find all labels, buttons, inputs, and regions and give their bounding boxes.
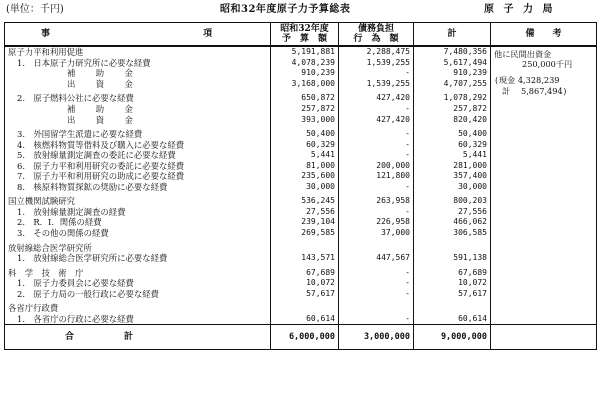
row-debt: -	[339, 139, 414, 150]
row-debt: 121,800	[339, 171, 414, 182]
header-item	[5, 23, 271, 47]
row-budget: 30,000	[271, 182, 339, 193]
row-budget: 67,689	[271, 267, 339, 278]
brace-open: (	[494, 76, 499, 85]
remarks-cash-label: 現金	[498, 75, 516, 85]
budget-table	[4, 22, 597, 350]
row-total	[414, 303, 491, 314]
row-total: 281,000	[414, 160, 491, 171]
row-debt: 427,420	[339, 93, 414, 104]
row-debt: -	[339, 207, 414, 218]
row-label: 1. 各省庁の行政に必要な経費	[5, 314, 271, 325]
header-debt-line1: 債務負担	[357, 24, 394, 34]
page-title: 昭和32年度原子力予算総表	[220, 4, 351, 15]
total-sum: 9,000,000	[414, 325, 491, 350]
header-budget-line1: 昭和32年度	[280, 24, 329, 34]
row-debt: -	[339, 182, 414, 193]
row-label: 国立機関試験研究	[5, 196, 271, 207]
row-debt: -	[339, 267, 414, 278]
row-label: 1. 原子力委員会に必要な経費	[5, 278, 271, 289]
row-total: 30,000	[414, 182, 491, 193]
row-debt	[339, 303, 414, 314]
row-total: 57,617	[414, 288, 491, 299]
row-total: 50,400	[414, 129, 491, 140]
row-debt: 263,958	[339, 196, 414, 207]
row-debt: -	[339, 314, 414, 325]
total-debt: 3,000,000	[339, 325, 414, 350]
row-label: 6. 原子力平和利用研究の委託に必要な経費	[5, 160, 271, 171]
remarks-sum-value: 5,867,494	[521, 86, 563, 96]
row-total: 5,441	[414, 150, 491, 161]
header-item-a: 事	[41, 29, 51, 39]
row-total: 5,617,494	[414, 58, 491, 69]
row-debt: 427,420	[339, 114, 414, 125]
remarks-sum	[494, 86, 593, 97]
row-budget: 60,329	[271, 139, 339, 150]
row-debt: 226,958	[339, 217, 414, 228]
row-budget: 650,872	[271, 93, 339, 104]
row-total	[414, 242, 491, 253]
table-row	[5, 46, 597, 58]
header-total: 計	[414, 23, 491, 47]
total-row	[5, 325, 597, 350]
row-debt: -	[339, 68, 414, 79]
row-debt	[339, 242, 414, 253]
row-budget: 50,400	[271, 129, 339, 140]
header-budget-line2: 予 算 額	[281, 34, 327, 44]
row-budget: 4,078,239	[271, 58, 339, 69]
row-label: 補 助 金	[5, 68, 271, 79]
row-budget: 3,168,000	[271, 79, 339, 90]
row-total: 820,420	[414, 114, 491, 125]
remarks-cash	[494, 75, 593, 86]
row-label: 5. 放射線量測定調査の委託に必要な経費	[5, 150, 271, 161]
row-label: 4. 核燃料物質等借料及び購入に必要な経費	[5, 139, 271, 150]
row-budget: 910,239	[271, 68, 339, 79]
row-budget	[271, 242, 339, 253]
remarks-sum-label: 計	[502, 86, 511, 96]
row-debt: -	[339, 278, 414, 289]
row-total: 257,872	[414, 104, 491, 115]
row-budget: 5,191,881	[271, 46, 339, 58]
row-total: 7,480,356	[414, 46, 491, 58]
row-budget: 57,617	[271, 288, 339, 299]
row-budget: 5,441	[271, 150, 339, 161]
row-debt: -	[339, 288, 414, 299]
row-label: 3. 外国留学生派遣に必要な経費	[5, 129, 271, 140]
header-budget	[271, 23, 339, 47]
row-budget: 257,872	[271, 104, 339, 115]
total-remarks-cell	[491, 325, 597, 350]
row-total: 60,614	[414, 314, 491, 325]
row-budget: 10,072	[271, 278, 339, 289]
row-debt: -	[339, 150, 414, 161]
row-label: 出 資 金	[5, 114, 271, 125]
row-budget: 27,556	[271, 207, 339, 218]
row-total: 10,072	[414, 278, 491, 289]
row-debt: 447,567	[339, 253, 414, 264]
row-label: 原子力平和利用促進	[5, 46, 271, 58]
row-debt: 200,000	[339, 160, 414, 171]
remarks-line2: 250,000千円	[522, 59, 573, 69]
row-label: 2. R．I．関係の経費	[5, 217, 271, 228]
row-total: 466,062	[414, 217, 491, 228]
row-label: 補 助 金	[5, 104, 271, 115]
row-debt: 2,288,475	[339, 46, 414, 58]
row-total: 357,400	[414, 171, 491, 182]
row-label: 2. 原子燃料公社に必要な経費	[5, 93, 271, 104]
row-total: 306,585	[414, 228, 491, 239]
row-label: 科 学 技 術 庁	[5, 267, 271, 278]
row-total: 67,689	[414, 267, 491, 278]
row-label: 放射線総合医学研究所	[5, 242, 271, 253]
row-total: 591,138	[414, 253, 491, 264]
row-budget: 81,000	[271, 160, 339, 171]
row-budget: 269,585	[271, 228, 339, 239]
row-debt: 1,539,255	[339, 58, 414, 69]
row-label: 7. 原子力平和利用研究の助成に必要な経費	[5, 171, 271, 182]
row-budget: 143,571	[271, 253, 339, 264]
row-label: 8. 核原料物質探鉱の奨励に必要な経費	[5, 182, 271, 193]
row-label: 3. その他の関係の経費	[5, 228, 271, 239]
row-total: 1,078,292	[414, 93, 491, 104]
row-label: 1. 放射線量測定調査の経費	[5, 207, 271, 218]
remarks-cell	[491, 46, 597, 325]
row-label: 出 資 金	[5, 79, 271, 90]
total-label: 合計	[5, 325, 271, 350]
row-debt: 1,539,255	[339, 79, 414, 90]
row-budget: 536,245	[271, 196, 339, 207]
row-total: 800,203	[414, 196, 491, 207]
unit-label: (単位：千円)	[6, 4, 64, 15]
row-label: 1. 日本原子力研究所に必要な経費	[5, 58, 271, 69]
row-total: 4,707,255	[414, 79, 491, 90]
row-debt: -	[339, 129, 414, 140]
remarks-cash-value: 4,328,239	[517, 75, 560, 85]
row-label: 2. 原子力局の一般行政に必要な経費	[5, 288, 271, 299]
brace-close: )	[562, 87, 568, 96]
row-total: 60,329	[414, 139, 491, 150]
row-budget: 235,600	[271, 171, 339, 182]
row-budget	[271, 303, 339, 314]
row-debt: 37,000	[339, 228, 414, 239]
row-total: 27,556	[414, 207, 491, 218]
header-debt-line2: 行 為 額	[353, 34, 399, 44]
row-label: 1. 放射線総合医学研究所に必要な経費	[5, 253, 271, 264]
row-budget: 393,000	[271, 114, 339, 125]
remarks-line1: 他に民間出資金	[494, 49, 552, 59]
row-debt: -	[339, 104, 414, 115]
row-total: 910,239	[414, 68, 491, 79]
header-debt	[339, 23, 414, 47]
table-body	[5, 46, 597, 325]
header-item-b: 項	[203, 29, 213, 39]
row-budget: 60,614	[271, 314, 339, 325]
row-label: 各省庁行政費	[5, 303, 271, 314]
agency-name: 原 子 力 局	[484, 4, 556, 15]
total-budget: 6,000,000	[271, 325, 339, 350]
header-remarks: 備 考	[491, 23, 597, 47]
table-header-row	[5, 23, 597, 47]
row-budget: 239,104	[271, 217, 339, 228]
